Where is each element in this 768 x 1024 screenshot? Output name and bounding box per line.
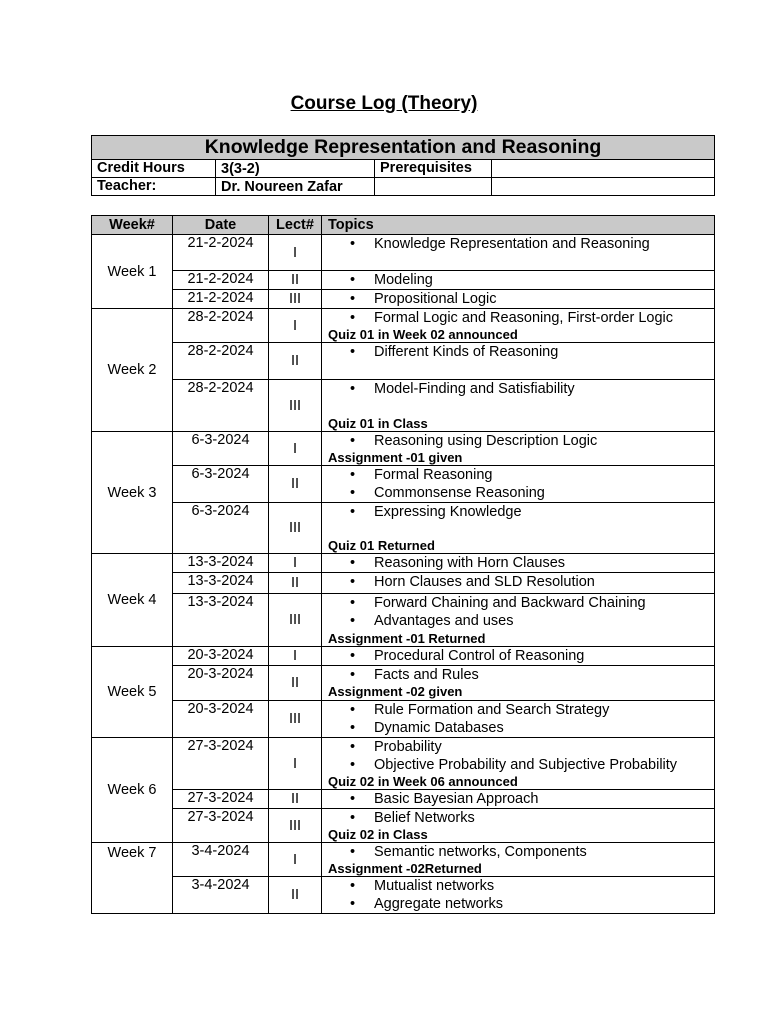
topic-item: • Reasoning with Horn Clauses <box>328 554 714 572</box>
topic-note: Quiz 02 in Class <box>328 827 428 842</box>
log-row <box>92 790 715 809</box>
log-row <box>92 877 715 914</box>
log-row <box>92 573 715 594</box>
topic-note: Quiz 01 in Week 02 announced <box>328 327 518 342</box>
topic-note: Quiz 01 in Class <box>328 416 428 431</box>
lecture-date: 28-2-2024 <box>173 380 269 432</box>
topic-item: • Horn Clauses and SLD Resolution <box>328 573 714 591</box>
topic-item: • Basic Bayesian Approach <box>328 790 714 808</box>
topics-cell <box>322 809 715 843</box>
log-row <box>92 380 715 432</box>
log-row <box>92 343 715 380</box>
topics-cell <box>322 290 715 309</box>
topic-item: • Probability <box>328 738 714 756</box>
log-row <box>92 647 715 666</box>
topic-list <box>328 666 714 684</box>
lecture-date: 27-3-2024 <box>173 809 269 843</box>
topic-list <box>328 432 714 450</box>
topic-list <box>328 573 714 591</box>
topics-cell <box>322 432 715 466</box>
topics-cell <box>322 380 715 432</box>
topic-list <box>328 594 714 630</box>
log-row <box>92 554 715 573</box>
log-row <box>92 290 715 309</box>
topic-item: • Different Kinds of Reasoning <box>328 343 714 361</box>
topic-item: • Facts and Rules <box>328 666 714 684</box>
topic-item: • Commonsense Reasoning <box>328 484 714 502</box>
topic-list <box>328 701 714 737</box>
lecture-date: 20-3-2024 <box>173 647 269 666</box>
page-title: Course Log (Theory) <box>290 93 478 114</box>
topic-item: • Dynamic Databases <box>328 719 714 737</box>
topic-note: Assignment -01 given <box>328 450 463 465</box>
empty-cell <box>375 178 492 196</box>
topic-item: • Semantic networks, Components <box>328 843 714 861</box>
log-row <box>92 701 715 738</box>
topics-cell <box>322 271 715 290</box>
lecture-number: II <box>269 271 322 290</box>
topics-cell <box>322 309 715 343</box>
lecture-number: I <box>269 843 322 877</box>
topics-cell <box>322 466 715 503</box>
lecture-number: III <box>269 594 322 647</box>
topics-cell <box>322 843 715 877</box>
topic-list <box>328 877 714 913</box>
log-row <box>92 432 715 466</box>
log-row <box>92 235 715 271</box>
topics-cell <box>322 701 715 738</box>
lecture-number: II <box>269 877 322 914</box>
lecture-date: 3-4-2024 <box>173 843 269 877</box>
topics-cell <box>322 343 715 380</box>
lecture-number: I <box>269 738 322 790</box>
week-label: Week 6 <box>92 738 173 843</box>
log-row <box>92 503 715 554</box>
lecture-date: 13-3-2024 <box>173 594 269 647</box>
topics-cell <box>322 573 715 594</box>
topics-cell <box>322 647 715 666</box>
lecture-date: 6-3-2024 <box>173 432 269 466</box>
week-label: Week 7 <box>92 843 173 914</box>
topic-note: Quiz 02 in Week 06 announced <box>328 774 518 789</box>
log-row <box>92 738 715 790</box>
lecture-date: 21-2-2024 <box>173 235 269 271</box>
topic-list <box>328 647 714 665</box>
lecture-number: II <box>269 790 322 809</box>
teacher-label: Teacher: <box>92 178 216 196</box>
topic-list <box>328 309 714 327</box>
topic-item: • Advantages and uses <box>328 612 714 630</box>
lecture-number: I <box>269 309 322 343</box>
lecture-date: 13-3-2024 <box>173 554 269 573</box>
log-row <box>92 594 715 647</box>
lecture-number: I <box>269 432 322 466</box>
topics-cell <box>322 790 715 809</box>
log-row <box>92 809 715 843</box>
lecture-date: 13-3-2024 <box>173 573 269 594</box>
lecture-number: I <box>269 235 322 271</box>
topic-list <box>328 738 714 774</box>
topic-list <box>328 271 714 289</box>
week-label: Week 4 <box>92 554 173 647</box>
course-info-table <box>91 135 715 196</box>
topic-list <box>328 235 714 253</box>
topic-item: • Rule Formation and Search Strategy <box>328 701 714 719</box>
lecture-number: II <box>269 573 322 594</box>
topic-item: • Formal Logic and Reasoning, First-order Logic <box>328 309 714 327</box>
lecture-number: III <box>269 503 322 554</box>
topic-item: • Formal Reasoning <box>328 466 714 484</box>
topic-item: • Procedural Control of Reasoning <box>328 647 714 665</box>
lecture-date: 3-4-2024 <box>173 877 269 914</box>
lecture-date: 27-3-2024 <box>173 738 269 790</box>
topic-item: • Aggregate networks <box>328 895 714 913</box>
lecture-number: II <box>269 343 322 380</box>
course-log-table <box>91 215 715 914</box>
lecture-date: 28-2-2024 <box>173 343 269 380</box>
lecture-number: III <box>269 701 322 738</box>
topic-note: Assignment -02Returned <box>328 861 482 876</box>
log-row <box>92 309 715 343</box>
topic-item: • Propositional Logic <box>328 290 714 308</box>
topic-item: • Knowledge Representation and Reasoning <box>328 235 714 253</box>
prerequisites-label: Prerequisites <box>375 160 492 178</box>
topics-cell <box>322 877 715 914</box>
week-label: Week 2 <box>92 309 173 432</box>
lecture-number: III <box>269 380 322 432</box>
lecture-number: I <box>269 554 322 573</box>
header-row <box>92 216 715 235</box>
lecture-date: 28-2-2024 <box>173 309 269 343</box>
lecture-number: III <box>269 809 322 843</box>
log-row <box>92 271 715 290</box>
topic-list <box>328 466 714 502</box>
header-week: Week# <box>92 216 173 235</box>
topic-item: • Belief Networks <box>328 809 714 827</box>
header-topics: Topics <box>322 216 715 235</box>
topic-list <box>328 790 714 808</box>
topic-list <box>328 290 714 308</box>
lecture-date: 27-3-2024 <box>173 790 269 809</box>
topic-item: • Modeling <box>328 271 714 289</box>
topics-cell <box>322 666 715 701</box>
topics-cell <box>322 594 715 647</box>
credit-hours-label: Credit Hours <box>92 160 216 178</box>
lecture-number: II <box>269 666 322 701</box>
topic-note: Assignment -01 Returned <box>328 631 486 646</box>
topic-note: Assignment -02 given <box>328 684 463 699</box>
topic-list <box>328 380 714 398</box>
lecture-date: 21-2-2024 <box>173 271 269 290</box>
teacher-value: Dr. Noureen Zafar <box>216 178 375 196</box>
lecture-date: 6-3-2024 <box>173 503 269 554</box>
lecture-date: 20-3-2024 <box>173 701 269 738</box>
topic-item: • Objective Probability and Subjective Probability <box>328 756 714 774</box>
log-row <box>92 666 715 701</box>
empty-cell <box>492 178 715 196</box>
topics-cell <box>322 235 715 271</box>
topic-list <box>328 503 714 521</box>
week-label: Week 1 <box>92 235 173 309</box>
lecture-number: I <box>269 647 322 666</box>
topic-item: • Expressing Knowledge <box>328 503 714 521</box>
week-label: Week 3 <box>92 432 173 554</box>
topic-note: Quiz 01 Returned <box>328 538 435 553</box>
credit-hours-value: 3(3-2) <box>216 160 375 178</box>
log-row <box>92 466 715 503</box>
header-date: Date <box>173 216 269 235</box>
topic-item: • Mutualist networks <box>328 877 714 895</box>
topics-cell <box>322 503 715 554</box>
lecture-number: III <box>269 290 322 309</box>
topic-list <box>328 809 714 827</box>
lecture-number: II <box>269 466 322 503</box>
topic-item: • Forward Chaining and Backward Chaining <box>328 594 714 612</box>
topics-cell <box>322 554 715 573</box>
course-name: Knowledge Representation and Reasoning <box>92 136 715 160</box>
log-row <box>92 843 715 877</box>
topic-list <box>328 843 714 861</box>
prerequisites-value <box>492 160 715 178</box>
lecture-date: 20-3-2024 <box>173 666 269 701</box>
topics-cell <box>322 738 715 790</box>
lecture-date: 21-2-2024 <box>173 290 269 309</box>
topic-list <box>328 343 714 361</box>
topic-list <box>328 554 714 572</box>
header-lect: Lect# <box>269 216 322 235</box>
lecture-date: 6-3-2024 <box>173 466 269 503</box>
log-body <box>92 235 715 914</box>
topic-item: • Model-Finding and Satisfiability <box>328 380 714 398</box>
week-label: Week 5 <box>92 647 173 738</box>
topic-item: • Reasoning using Description Logic <box>328 432 714 450</box>
